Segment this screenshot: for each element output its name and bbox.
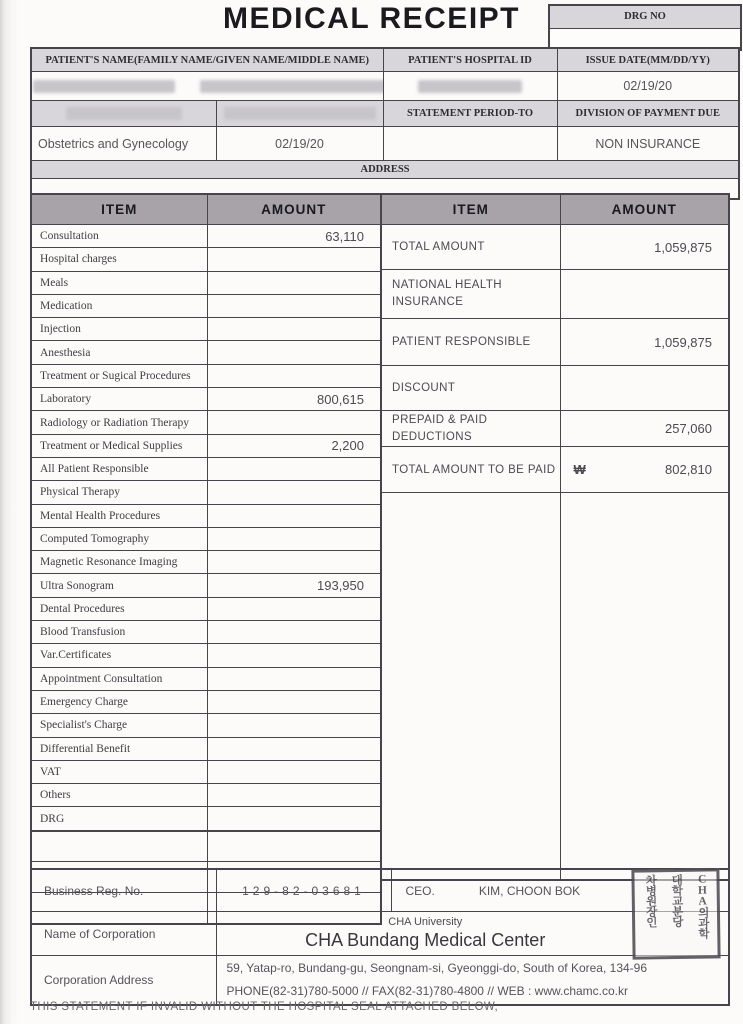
charge-item-label: Treatment or Sugical Procedures bbox=[31, 364, 207, 387]
division-header: DIVISION OF PAYMENT DUE bbox=[557, 101, 739, 127]
period-to-header: STATEMENT PERIOD-TO bbox=[383, 101, 557, 127]
charge-amount-value bbox=[207, 667, 381, 690]
charge-empty-row bbox=[31, 831, 381, 862]
period-to-value bbox=[383, 127, 557, 161]
charge-item-label: DRG bbox=[31, 807, 207, 831]
summary-item-label bbox=[381, 493, 560, 881]
charge-row bbox=[31, 574, 381, 597]
seal-text-column: 차병원장인 bbox=[644, 874, 657, 927]
charge-amount-value bbox=[207, 318, 381, 341]
charge-item-label: Computed Tomography bbox=[31, 527, 207, 550]
charge-row bbox=[31, 341, 381, 364]
charges-item-header: ITEM bbox=[31, 194, 207, 225]
charge-row bbox=[31, 248, 381, 271]
charge-amount-value bbox=[207, 504, 381, 527]
charge-item-label: Mental Health Procedures bbox=[31, 504, 207, 527]
summary-row bbox=[381, 319, 729, 366]
summary-empty-row bbox=[381, 493, 729, 881]
summary-amount-value bbox=[560, 270, 729, 319]
charge-row bbox=[31, 271, 381, 294]
charge-row bbox=[31, 481, 381, 504]
summary-item-label: DISCOUNT bbox=[381, 366, 560, 411]
charge-amount-value bbox=[207, 807, 381, 831]
charge-row bbox=[31, 714, 381, 737]
summary-amount-value bbox=[560, 493, 729, 881]
page-title: MEDICAL RECEIPT bbox=[223, 2, 520, 35]
charge-item-label: All Patient Responsible bbox=[31, 457, 207, 480]
charge-row bbox=[31, 294, 381, 317]
charges-table bbox=[30, 193, 382, 925]
charge-item-label: Treatment or Medical Supplies bbox=[31, 434, 207, 457]
charges-tbody bbox=[31, 225, 381, 924]
summary-amount-value: 1,059,875 bbox=[560, 225, 729, 270]
charge-item-label: Var.Certificates bbox=[31, 644, 207, 667]
drg-label: DRG NO bbox=[550, 6, 740, 29]
charge-amount-value bbox=[207, 714, 381, 737]
charge-item-label: Emergency Charge bbox=[31, 690, 207, 713]
issue-date-header: ISSUE DATE(MM/DD/YY) bbox=[557, 48, 739, 72]
won-currency-symbol: ₩ bbox=[573, 462, 586, 478]
business-reg-number: 129-82-03681 bbox=[216, 869, 391, 912]
charge-amount-value: 800,615 bbox=[207, 388, 381, 411]
summary-row bbox=[381, 270, 729, 319]
corporation-address-cell bbox=[216, 956, 729, 1005]
charge-item-label: Physical Therapy bbox=[31, 481, 207, 504]
summary-item-header: ITEM bbox=[381, 194, 560, 225]
corporation-address-line1: 59, Yatap-ro, Bundang-gu, Seongnam-si, Gyeonggi-do, South of Korea, 134-96 bbox=[226, 961, 648, 975]
charge-amount-value bbox=[207, 527, 381, 550]
charge-item-label: Specialist's Charge bbox=[31, 714, 207, 737]
charge-item-label bbox=[31, 831, 207, 862]
summary-item-label: TOTAL AMOUNT TO BE PAID bbox=[381, 447, 560, 493]
period-from-header bbox=[216, 101, 383, 127]
charge-item-label: Anesthesia bbox=[31, 341, 207, 364]
patient-name-header: PATIENT'S NAME(FAMILY NAME/GIVEN NAME/MIDDLE NAME) bbox=[31, 48, 383, 72]
charge-item-label: Others bbox=[31, 784, 207, 807]
hospital-seal-stamp bbox=[631, 868, 720, 959]
drg-number-box bbox=[548, 4, 742, 51]
summary-row bbox=[381, 447, 729, 493]
corporation-address-label: Corporation Address bbox=[31, 956, 216, 1005]
department-header bbox=[31, 101, 216, 127]
seal-footnote: THIS STATEMENT IF INVALID WITHOUT THE HOSPITAL SEAL ATTACHED BELOW, bbox=[30, 1001, 499, 1013]
charge-amount-value: 2,200 bbox=[207, 434, 381, 457]
charge-amount-value bbox=[207, 690, 381, 713]
redacted-patient-name bbox=[33, 80, 175, 93]
charge-item-label: Medication bbox=[31, 294, 207, 317]
charge-row bbox=[31, 760, 381, 783]
charge-amount-value bbox=[207, 737, 381, 760]
charge-amount-value bbox=[207, 364, 381, 387]
charge-item-label: Hospital charges bbox=[31, 248, 207, 271]
charge-row bbox=[31, 411, 381, 434]
hospital-name: CHA Bundang Medical Center bbox=[305, 930, 546, 951]
ceo-label: CEO. bbox=[405, 883, 435, 898]
charge-row bbox=[31, 690, 381, 713]
summary-amount-value bbox=[560, 366, 729, 411]
charge-row bbox=[31, 388, 381, 411]
summary-amount-header: AMOUNT bbox=[560, 194, 729, 225]
drg-value bbox=[550, 29, 740, 49]
charge-row bbox=[31, 644, 381, 667]
hospital-id-header: PATIENT'S HOSPITAL ID bbox=[383, 48, 557, 72]
charge-row bbox=[31, 621, 381, 644]
summary-amount-value: 257,060 bbox=[560, 411, 729, 447]
charge-item-label: Appointment Consultation bbox=[31, 667, 207, 690]
summary-row bbox=[381, 411, 729, 447]
summary-table bbox=[380, 193, 730, 881]
issue-date-value: 02/19/20 bbox=[557, 72, 739, 101]
charge-amount-value bbox=[207, 481, 381, 504]
business-reg-label: Business Reg. No. bbox=[31, 869, 216, 912]
charge-item-label: Magnetic Resonance Imaging bbox=[31, 551, 207, 574]
charge-row bbox=[31, 784, 381, 807]
charge-amount-value bbox=[207, 248, 381, 271]
charge-row bbox=[31, 457, 381, 480]
charge-row bbox=[31, 527, 381, 550]
division-value: NON INSURANCE bbox=[557, 127, 739, 161]
charge-amount-value bbox=[207, 621, 381, 644]
summary-row bbox=[381, 225, 729, 270]
charge-amount-value: 63,110 bbox=[207, 225, 381, 248]
charge-item-label: Consultation bbox=[31, 225, 207, 248]
university-name: CHA University bbox=[388, 916, 463, 929]
ceo-name: KIM, CHOON BOK bbox=[478, 883, 581, 898]
patient-name-value bbox=[31, 72, 383, 101]
charge-row bbox=[31, 504, 381, 527]
charge-item-label: Meals bbox=[31, 271, 207, 294]
summary-tbody bbox=[381, 225, 729, 881]
charge-amount-value bbox=[207, 644, 381, 667]
summary-item-label: PREPAID & PAID DEDUCTIONS bbox=[381, 411, 560, 447]
charge-item-label: Differential Benefit bbox=[31, 737, 207, 760]
redacted-period-from-header bbox=[224, 107, 376, 120]
charge-amount-value bbox=[207, 457, 381, 480]
seal-text-column: CHA의과학 bbox=[696, 873, 710, 939]
hospital-id-value bbox=[383, 72, 557, 101]
redacted-patient-name2 bbox=[200, 80, 383, 93]
summary-item-label: NATIONAL HEALTH INSURANCE bbox=[381, 270, 560, 319]
charge-amount-value bbox=[207, 411, 381, 434]
charge-row bbox=[31, 807, 381, 831]
charge-row bbox=[31, 667, 381, 690]
charge-item-label: Dental Procedures bbox=[31, 597, 207, 620]
summary-item-label: PATIENT RESPONSIBLE bbox=[381, 319, 560, 366]
charge-item-label: Blood Transfusion bbox=[31, 621, 207, 644]
charge-amount-value bbox=[207, 341, 381, 364]
summary-amount-value: 1,059,875 bbox=[560, 319, 729, 366]
charge-item-label: Radiology or Radiation Therapy bbox=[31, 411, 207, 434]
seal-text-column: 대학교분당 bbox=[670, 873, 683, 927]
charge-item-label: Laboratory bbox=[31, 388, 207, 411]
charge-row bbox=[31, 597, 381, 620]
charge-amount-value bbox=[207, 784, 381, 807]
charge-item-label: Injection bbox=[31, 318, 207, 341]
charge-row bbox=[31, 434, 381, 457]
corporate-table bbox=[30, 868, 730, 1006]
charge-row bbox=[31, 318, 381, 341]
charge-amount-value bbox=[207, 271, 381, 294]
summary-item-label: TOTAL AMOUNT bbox=[381, 225, 560, 270]
patient-info-table bbox=[30, 47, 740, 200]
charge-item-label: Ultra Sonogram bbox=[31, 574, 207, 597]
charge-row bbox=[31, 737, 381, 760]
charge-amount-value bbox=[207, 551, 381, 574]
redacted-hospital-id bbox=[418, 80, 522, 93]
charge-row bbox=[31, 225, 381, 248]
charge-amount-value bbox=[207, 294, 381, 317]
corporation-name-label: Name of Corporation bbox=[31, 912, 216, 956]
summary-amount-value: ₩ 802,810 bbox=[560, 447, 729, 493]
department-value: Obstetrics and Gynecology bbox=[31, 127, 216, 161]
address-header: ADDRESS bbox=[31, 161, 739, 179]
charge-amount-value bbox=[207, 597, 381, 620]
summary-row bbox=[381, 366, 729, 411]
charge-row bbox=[31, 551, 381, 574]
corporation-address-line2: PHONE(82-31)780-5000 // FAX(82-31)780-4800 // WEB : www.chamc.co.kr bbox=[226, 983, 629, 998]
visit-date-value: 02/19/20 bbox=[216, 127, 383, 161]
charge-item-label: VAT bbox=[31, 760, 207, 783]
charge-amount-value bbox=[207, 831, 381, 862]
charge-amount-value bbox=[207, 760, 381, 783]
charge-row bbox=[31, 364, 381, 387]
redacted-department-header bbox=[66, 107, 182, 120]
charges-amount-header: AMOUNT bbox=[207, 194, 381, 225]
charge-amount-value: 193,950 bbox=[207, 574, 381, 597]
